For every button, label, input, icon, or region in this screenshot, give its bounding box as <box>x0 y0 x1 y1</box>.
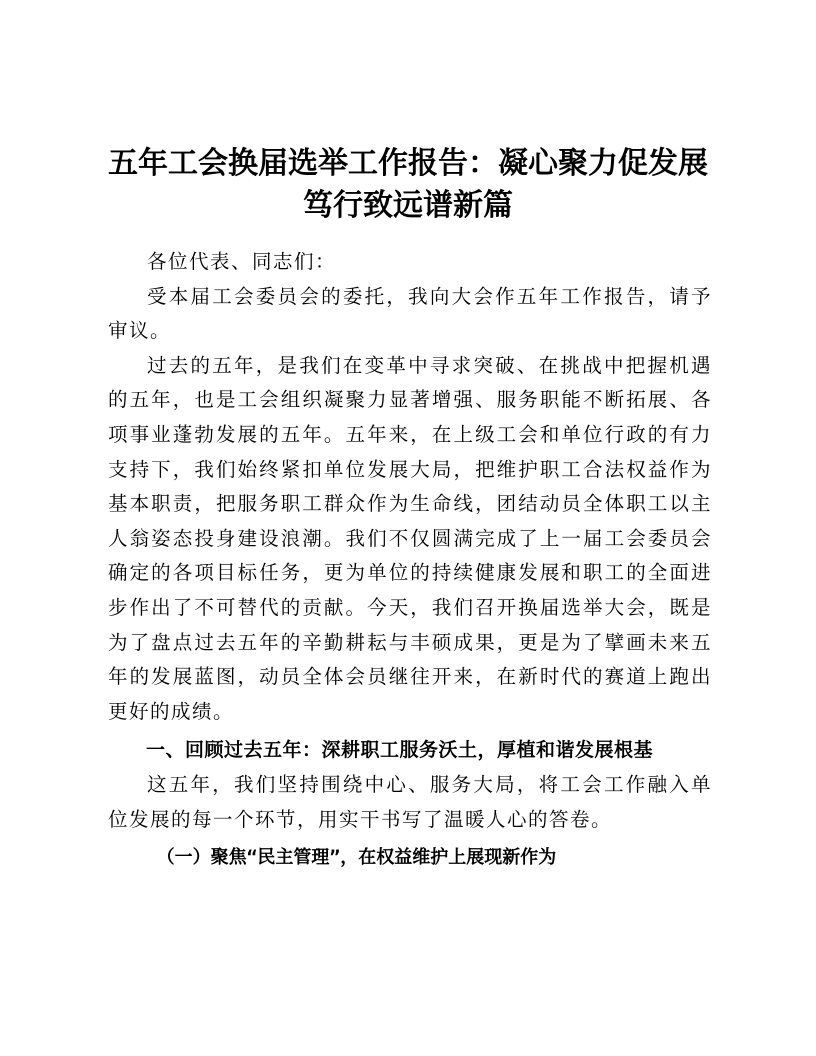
document-title-line-1: 五年工会换届选举工作报告：凝心聚力促发展 <box>108 146 708 181</box>
document-body <box>108 245 712 876</box>
subsection-heading-1: （一）聚焦“民主管理”，在权益维护上展现新作为 <box>156 847 557 869</box>
document-title-line-2: 笃行致远谱新篇 <box>303 188 513 223</box>
salutation: 各位代表、同志们： <box>147 250 337 273</box>
paragraph-review: 过去的五年，是我们在变革中寻求突破、在挑战中把握机遇的五年，也是工会组织凝聚力显著增强、服务职能不断拓展、各项事业蓬勃发展的五年。五年来，在上级工会和单位行政的有力支持下，我们始终紧扣单位发展大局，把维护职工合法权益作为基本职责，把服务职工群众作为生命线，团结动员全体职工以主人翁姿态投身建设浪潮。我们不仅圆满完成了上一届工会委员会确定的各项目标任务，更为单位的持续健康发展和职工的全面进步作出了不可替代的贡献。今天，我们召开换届选举大会，既是为了盘点过去五年的辛勤耕耘与丰硕成果，更是为了擘画未来五年的发展蓝图，动员全体会员继往开来，在新时代的赛道上跑出更好的成绩。 <box>108 353 712 723</box>
paragraph-intro: 受本届工会委员会的委托，我向大会作五年工作报告，请予审议。 <box>108 284 712 343</box>
section-heading-1: 一、回顾过去五年：深耕职工服务沃土，厚植和谐发展根基 <box>146 739 654 762</box>
section-1-intro: 这五年，我们坚持围绕中心、服务大局，将工会工作融入单位发展的每一个环节，用实干书写了温暖人心的答卷。 <box>108 772 712 831</box>
